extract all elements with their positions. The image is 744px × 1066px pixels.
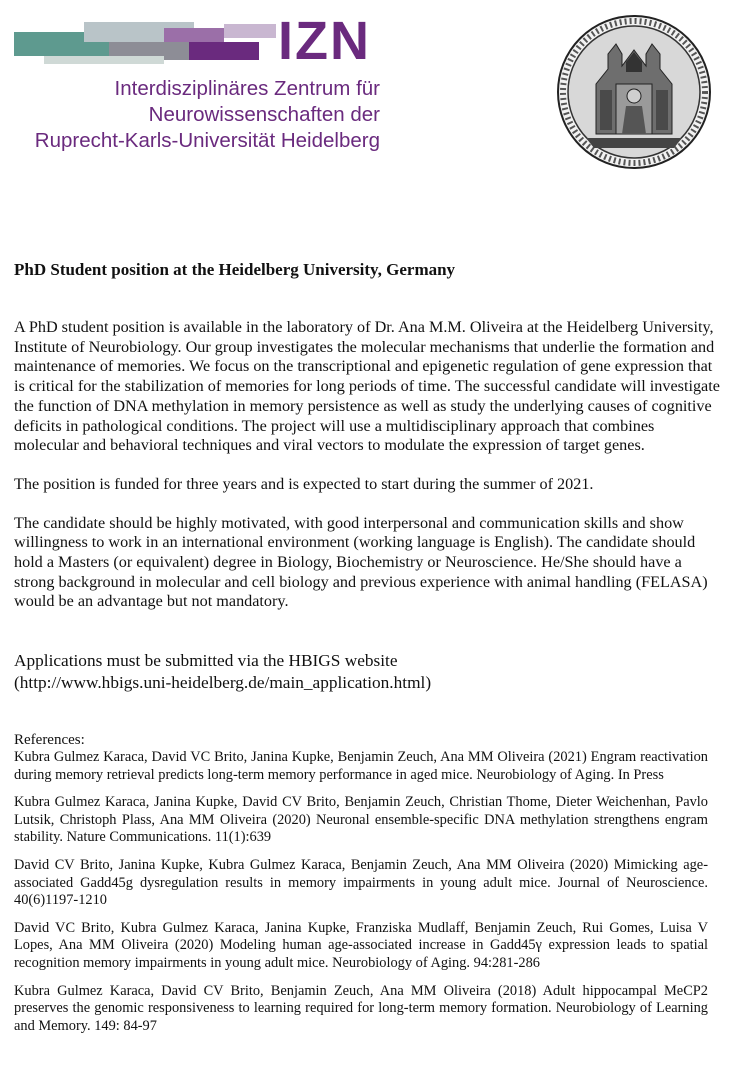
- letterhead: [0, 0, 744, 200]
- references-heading: References:: [14, 732, 85, 748]
- funding-paragraph: The position is funded for three years and is expected to start during the summer of 2021.: [14, 474, 594, 493]
- applications-note: [14, 650, 720, 694]
- izn-logo-bars-icon: [14, 18, 276, 72]
- requirements-paragraph: The candidate should be highly motivated, with good interpersonal and communication skills and show willingness to work in an international environment (working language is English). The candidate should hold a Masters (or equivalent) degree in Biology, Biochemistry or Neuroscience. He/She should have a strong background in molecular and cell biology and previous experience with animal handling (FELASA) would be an advantage but not mandatory.: [14, 513, 708, 611]
- page-title: PhD Student position at the Heidelberg University, Germany: [14, 260, 456, 279]
- description-paragraph: A PhD student position is available in the laboratory of Dr. Ana M.M. Oliveira at the Heidelberg University, Institute of Neurobiology. Our group investigates the molecular mechanisms that underlie the formation and maintenance of memories. We focus on the transcriptional and epigenetic regulation of gene expression that is critical for the stabilization of memories for long periods of time. The successful candidate will investigate the function of DNA methylation in memory persistence as well as study the underlying causes of cognitive deficits in pathological conditions. The project will use a multidisciplinary approach that combines molecular and behavioral techniques and viral vectors to modulate the expression of target genes.: [14, 318, 720, 455]
- reference-item: David VC Brito, Kubra Gulmez Karaca, Janina Kupke, Franziska Mudlaff, Benjamin Zeuch, Rui Gomes, Luisa V Lopes, Ana MM Oliveira (2020) Modeling human age-associated increase in Gadd45γ expression leads to spatial recognition memory impairments in young adult mice. Neurobiology of Aging. 94:281-286: [14, 919, 708, 971]
- institute-name-line: Interdisziplinäres Zentrum für: [114, 77, 380, 100]
- institute-name: [35, 76, 380, 154]
- reference-item: Kubra Gulmez Karaca, David VC Brito, Janina Kupke, Benjamin Zeuch, Ana MM Oliveira (2021) Engram reactivation during memory retrieval predicts long-term memory performance in aged mice. Neurobiology of Aging. In Press: [14, 749, 708, 783]
- applications-text: Applications must be submitted via the HBIGS website: [14, 651, 398, 670]
- reference-item: Kubra Gulmez Karaca, Janina Kupke, David CV Brito, Benjamin Zeuch, Christian Thome, Dieter Weichenhan, Pavlo Lutsik, Christoph Plass, Ana MM Oliveira (2020) Neuronal ensemble-specific DNA methylation strengthens engram stability. Nature Communications. 11(1):639: [14, 794, 708, 846]
- reference-item: David CV Brito, Janina Kupke, Kubra Gulmez Karaca, Benjamin Zeuch, Ana MM Oliveira (2020) Mimicking age-associated Gadd45g dysregulation results in memory impairments in young adult mice. Journal of Neuroscience. 40(6)1197-1210: [14, 856, 708, 909]
- institute-name-line: Neurowissenschaften der: [148, 103, 380, 126]
- reference-item: Kubra Gulmez Karaca, David CV Brito, Benjamin Zeuch, Ana MM Oliveira (2018) Adult hippocampal MeCP2 preserves the genomic responsiveness to learning required for long-term memory formation. Neurobiology of Learning and Memory. 149: 84-97: [14, 982, 708, 1034]
- institute-name-line: Ruprecht-Karls-Universität Heidelberg: [34, 129, 380, 152]
- position-description: [14, 318, 720, 631]
- references-section: [14, 731, 708, 1045]
- application-url[interactable]: (http://www.hbigs.uni-heidelberg.de/main_application.html): [14, 673, 432, 692]
- logo-text: IZN: [278, 11, 371, 71]
- university-seal-icon: [556, 14, 712, 170]
